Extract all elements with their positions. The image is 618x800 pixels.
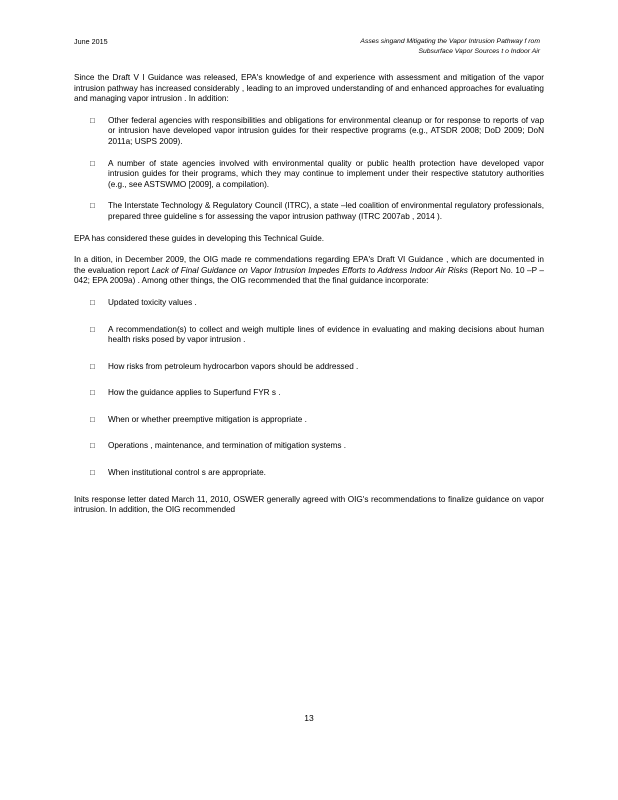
header-date: June 2015	[74, 37, 108, 46]
bullet-glyph: □	[90, 468, 95, 478]
bullet-glyph: □	[90, 297, 95, 307]
list-item-text: A recommendation(s) to collect and weigh multiple lines of evidence in evaluating and making decisions about human health risks posed by vapor intrusion .	[108, 324, 544, 345]
list-item	[74, 468, 544, 479]
document-body	[74, 73, 544, 527]
paragraph-oig-part1: In a dition, in December 2009, the OIG made re commendations regarding EPA's Draft VI Guidance , which are documented in the evaluation report	[74, 255, 544, 275]
bullet-list-guides	[74, 116, 544, 223]
bullet-glyph: □	[90, 361, 95, 371]
bullet-glyph: □	[90, 201, 95, 211]
paragraph-oig-part2: (Report No. 10 –P –042; EPA 2009a) . Among other things, the OIG recommended that the final guidance incorporate:	[74, 265, 544, 286]
paragraph-response: Inits response letter dated March 11, 2010, OSWER generally agreed with OIG's recommendations to finalize guidance on vapor intrusion. In addition, the OIG recommended	[74, 494, 544, 515]
list-item-text: When or whether preemptive mitigation is appropriate .	[108, 414, 307, 424]
list-item	[74, 362, 544, 373]
paragraph-oig	[74, 255, 544, 287]
bullet-glyph: □	[90, 441, 95, 451]
list-item-text: Operations , maintenance, and termination of mitigation systems .	[108, 441, 347, 451]
paragraph-intro: Since the Draft V I Guidance was released, EPA's knowledge of and experience with assessment and mitigation of the vapor intrusion pathway has increased considerably , leading to an improved understanding of and enhanced approaches for evaluating and managing vapor intrusion . In addition:	[74, 73, 544, 104]
list-item	[74, 116, 544, 148]
header-title	[300, 37, 540, 57]
list-item	[74, 298, 544, 309]
report-title: Lack of Final Guidance on Vapor Intrusion Impedes Efforts to Address Indoor Air Risks	[151, 265, 468, 275]
list-item	[74, 201, 544, 222]
bullet-list-recommendations	[74, 298, 544, 479]
paragraph-considered: EPA has considered these guides in developing this Technical Guide.	[74, 233, 325, 243]
list-item	[74, 441, 544, 452]
bullet-glyph: □	[90, 324, 95, 334]
list-item-text: A number of state agencies involved with environmental quality or public health protection have developed vapor intrusion guides for their programs, which they may continue to implement under their respective statutory authorities (e.g., see ASTSWMO [2009], a compilation).	[108, 158, 544, 189]
list-item-text: How the guidance applies to Superfund FYR s .	[108, 388, 281, 398]
list-item	[74, 159, 544, 191]
header-title-line1: Asses singand Mitigating the Vapor Intrusion Pathway f rom	[360, 38, 540, 45]
bullet-glyph: □	[90, 158, 95, 168]
list-item-text: When institutional control s are appropriate.	[108, 468, 266, 478]
list-item-text: Other federal agencies with responsibilities and obligations for environmental cleanup or for response to reports of vap or intrusion have developed vapor intrusion guides for their respective programs (e.g., ATSDR 2008; DoD 2009; DoN 2011a; USPS 2009).	[108, 115, 544, 146]
list-item	[74, 415, 544, 426]
list-item	[74, 388, 544, 399]
page-number: 13	[304, 713, 314, 723]
list-item-text: The Interstate Technology & Regulatory Council (ITRC), a state –led coalition of environmental regulatory professionals, prepared three guideline s for assessing the vapor intrusion pathway (ITRC 2007ab , 2014 ).	[108, 201, 544, 221]
bullet-glyph: □	[90, 388, 95, 398]
bullet-glyph: □	[90, 414, 95, 424]
header-title-line2: Subsurface Vapor Sources t o Indoor Air	[418, 48, 540, 55]
list-item-text: How risks from petroleum hydrocarbon vapors should be addressed .	[108, 361, 359, 371]
list-item	[74, 325, 544, 346]
bullet-glyph: □	[90, 115, 95, 125]
list-item-text: Updated toxicity values .	[108, 297, 197, 307]
